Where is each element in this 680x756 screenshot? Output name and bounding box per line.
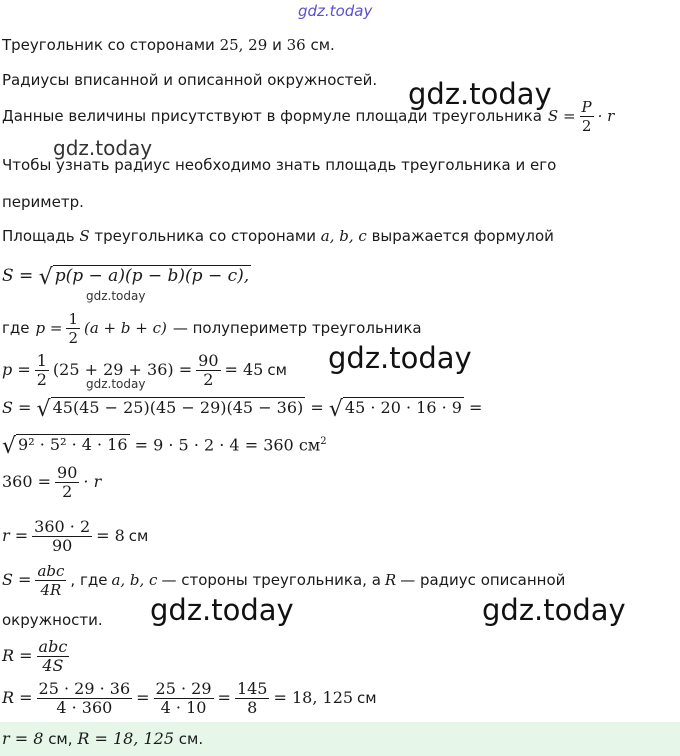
circumradius-eq: R = $\frac{\text{abc}}{4S}$ (2, 636, 68, 675)
watermark: gdz.today (482, 593, 626, 627)
fraction: $\frac{\text{abc}}{4R}$ (37, 561, 65, 599)
inradius-result: r = $\frac{360 \cdot 2}{90}$ = 8 см (2, 516, 149, 555)
watermark: gdz.today (53, 136, 153, 160)
area-result: √ 9² · 5² · 4 · 16 = 9 · 5 · 2 · 4 = 360 $см^2$ (2, 434, 327, 460)
semiperimeter-calc: p = $\frac{1}{2}$ (25 + 29 + 36) = $\frac{90}{2}$ = 45 см (2, 350, 287, 389)
area-equation: 360 = $\frac{90}{2}$ · r (2, 462, 102, 501)
sqrt: √ 45 · 20 · 16 · 9 (328, 397, 462, 422)
fraction: $\frac{1}{2}$ (36, 350, 47, 389)
fraction: $\frac{25 \cdot 29}{4 \cdot 10}$ (155, 678, 212, 717)
area-calc: S = √ 45(45 − 25)(45 − 29)(45 − 36) = √ 45 · 20 · 16 · 9 = (2, 397, 483, 422)
sqrt: √ p(p − a)(p − b)(p − c), (38, 265, 250, 290)
answer-box: r = 8 см, R = 18, 125 см. (0, 722, 680, 756)
watermark: gdz.today (150, 593, 294, 627)
find-statement: Радиусы вписанной и описанной окружностей. (2, 71, 378, 89)
text-line: окружности. (2, 611, 103, 629)
fraction: $\frac{25 \cdot 29 \cdot 36}{4 \cdot 360}$ (38, 678, 131, 717)
text-line: периметр. (2, 193, 84, 211)
fraction: $\frac{1}{2}$ (68, 309, 78, 347)
heron-formula: S = √ p(p − a)(p − b)(p − c), (2, 265, 250, 290)
fraction: $\frac{90}{2}$ (198, 350, 219, 389)
watermark: gdz.today (328, 341, 472, 375)
fraction: $\frac{90}{2}$ (57, 462, 78, 501)
fraction: $\frac{P}{2}$ (581, 97, 592, 135)
watermark: gdz.today (86, 289, 146, 303)
watermark: gdz.today (86, 377, 146, 391)
heron-intro: Площадь S треугольника со сторонами a, b, c выражается формулой (2, 227, 554, 245)
fraction: $\frac{\text{abc}}{4S}$ (38, 636, 68, 675)
circumradius-calc: R = $\frac{25 \cdot 29 \cdot 36}{4 \cdot 360}$ = $\frac{25 \cdot 29}{4 \cdot 10}$ = $\frac{145}{8}$ = 18, 125 см (2, 678, 377, 717)
fraction: $\frac{360 \cdot 2}{90}$ (34, 516, 91, 555)
sqrt: √ 45(45 − 25)(45 − 29)(45 − 36) (36, 397, 304, 422)
circumradius-formula: S = $\frac{\text{abc}}{4R}$ , где a, b, c — стороны треугольника, а R — радиус описанной (2, 561, 566, 599)
fraction: $\frac{145}{8}$ (236, 678, 268, 717)
text-line: Чтобы узнать радиус необходимо знать площадь треугольника и его (2, 156, 557, 174)
semiperimeter-def: где p = $\frac{1}{2}$ (a + b + c) — полупериметр треугольника (2, 309, 422, 347)
sqrt: √ 9² · 5² · 4 · 16 (2, 434, 128, 460)
problem-statement: Треугольник со сторонами 25, 29 и 36 см. (2, 36, 335, 54)
watermark: gdz.today (408, 77, 552, 111)
watermark-top: gdz.today (298, 2, 373, 20)
area-formula-line: Данные величины присутствуют в формуле площади треугольника S = $\frac{P}{2}$ · r (2, 97, 615, 135)
